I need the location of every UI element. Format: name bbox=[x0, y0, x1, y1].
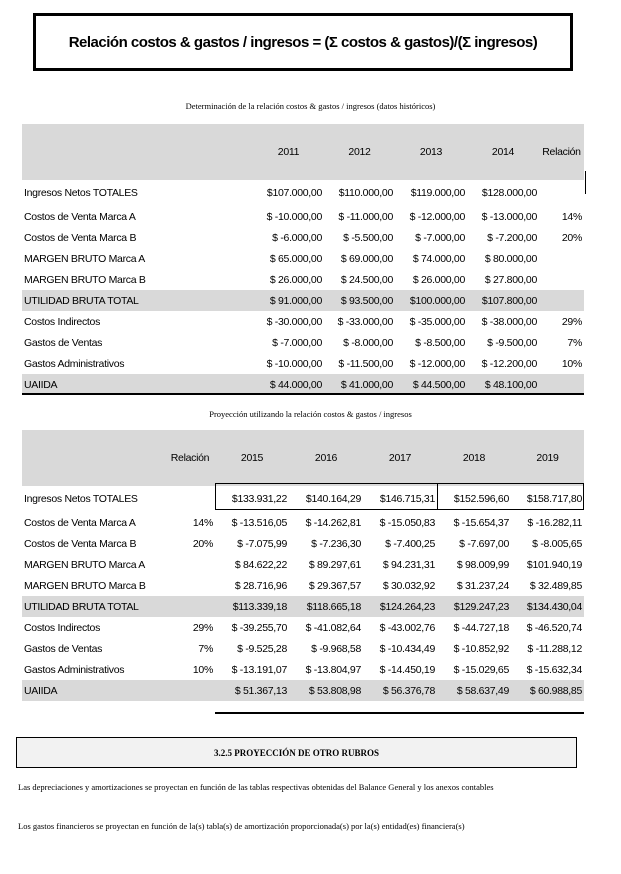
value-cell: $ -13.000,00 bbox=[481, 210, 537, 223]
value-cell: $ 44.000,00 bbox=[253, 374, 324, 395]
value-cell: $ 58.637,49 bbox=[437, 680, 511, 701]
value-cell: $ -46.520,74 bbox=[526, 621, 582, 634]
row-label: Costos de Venta Marca A bbox=[24, 516, 136, 529]
projection-bottom-rule bbox=[215, 712, 584, 714]
value-cell: $ -7.000,00 bbox=[272, 336, 322, 349]
value-cell: $124.264,23 bbox=[363, 596, 437, 617]
table-row bbox=[22, 290, 584, 311]
value-cell: $ 91.000,00 bbox=[253, 290, 324, 311]
table-row bbox=[22, 596, 584, 617]
value-cell: $ -16.282,11 bbox=[527, 516, 582, 529]
value-cell: $ 31.237,24 bbox=[456, 579, 509, 592]
relation-cell: 7% bbox=[198, 642, 213, 655]
value-cell: $ 32.489,85 bbox=[529, 579, 582, 592]
value-cell: $ 98.009,99 bbox=[456, 558, 509, 571]
value-cell: $140.164,29 bbox=[305, 493, 361, 505]
row-label: MARGEN BRUTO Marca A bbox=[24, 558, 145, 571]
table-row bbox=[22, 374, 584, 395]
relation-cell bbox=[165, 575, 215, 596]
column-header bbox=[22, 124, 253, 180]
column-header: 2018 bbox=[437, 430, 511, 486]
value-cell: $129.247,23 bbox=[437, 596, 511, 617]
document-title: Relación costos & gastos / ingresos = (Σ costos & gastos)/(Σ ingresos) bbox=[68, 33, 538, 51]
relation-cell: 7% bbox=[567, 336, 582, 349]
column-header: 2019 bbox=[511, 430, 584, 486]
row-label: MARGEN BRUTO Marca A bbox=[24, 252, 145, 265]
historic-table bbox=[22, 124, 584, 395]
value-cell: $ 53.808,98 bbox=[289, 680, 363, 701]
relation-cell bbox=[539, 269, 584, 290]
table-row bbox=[22, 180, 584, 206]
value-cell: $133.931,22 bbox=[231, 493, 287, 505]
row-label: Costos Indirectos bbox=[24, 315, 101, 328]
relation-cell: 10% bbox=[192, 663, 213, 676]
value-cell: $146.715,31 bbox=[379, 493, 435, 505]
value-cell: $ -15.632,34 bbox=[526, 663, 582, 676]
value-cell: $ -15.654,37 bbox=[453, 516, 509, 529]
row-label: UTILIDAD BRUTA TOTAL bbox=[22, 596, 165, 617]
row-label: UAIIDA bbox=[22, 374, 253, 395]
value-cell: $ -14.262,81 bbox=[305, 516, 361, 529]
value-cell: $ -8.500,00 bbox=[415, 336, 465, 349]
relation-cell bbox=[165, 554, 215, 575]
row-label: MARGEN BRUTO Marca B bbox=[24, 579, 146, 592]
column-header: 2014 bbox=[467, 124, 539, 180]
relation-cell bbox=[539, 290, 584, 311]
value-cell: $ -7.236,30 bbox=[311, 537, 361, 550]
value-cell: $ -11.000,00 bbox=[338, 210, 393, 223]
row-label: Gastos de Ventas bbox=[24, 336, 103, 349]
value-cell: $128.000,00 bbox=[481, 187, 537, 199]
value-cell: $ -35.000,00 bbox=[409, 315, 465, 328]
value-cell: $ -7.697,00 bbox=[459, 537, 509, 550]
value-cell: $ -8.005,65 bbox=[532, 537, 582, 550]
value-cell: $ 44.500,00 bbox=[395, 374, 467, 395]
row-label: Gastos Administrativos bbox=[24, 357, 125, 370]
historic-bottom-rule bbox=[22, 393, 584, 395]
row-label: Ingresos Netos TOTALES bbox=[24, 493, 138, 505]
section-heading-box bbox=[16, 737, 577, 768]
value-cell: $ -10.852,92 bbox=[453, 642, 509, 655]
value-cell: $ 94.231,31 bbox=[382, 558, 435, 571]
relation-cell bbox=[165, 596, 215, 617]
value-cell: $ -15.029,65 bbox=[453, 663, 509, 676]
table-row bbox=[22, 680, 584, 701]
column-header: 2013 bbox=[395, 124, 467, 180]
projection-table bbox=[22, 430, 584, 701]
value-cell: $113.339,18 bbox=[215, 596, 289, 617]
column-header: 2017 bbox=[363, 430, 437, 486]
value-cell: $ 80.000,00 bbox=[484, 252, 537, 265]
value-cell: $ 74.000,00 bbox=[412, 252, 465, 265]
relation-cell: 14% bbox=[561, 210, 582, 223]
value-cell: $ 29.367,57 bbox=[308, 579, 361, 592]
relation-cell bbox=[165, 486, 215, 512]
relation-cell bbox=[539, 248, 584, 269]
value-cell: $118.665,18 bbox=[289, 596, 363, 617]
relation-cell: 29% bbox=[561, 315, 582, 328]
value-cell: $107.800,00 bbox=[467, 290, 539, 311]
column-header: Relación bbox=[539, 124, 584, 180]
section-heading: 3.2.5 PROYECCIÓN DE OTRO RUBROS bbox=[213, 747, 379, 758]
value-cell: $ -33.000,00 bbox=[337, 315, 393, 328]
value-cell: $ -9.500,00 bbox=[487, 336, 537, 349]
value-cell: $ -10.000,00 bbox=[266, 357, 322, 370]
value-cell: $ -7.075,99 bbox=[237, 537, 287, 550]
relation-cell: 14% bbox=[192, 516, 213, 529]
value-cell: $ -9.968,58 bbox=[311, 642, 361, 655]
table-row bbox=[22, 332, 584, 353]
value-cell: $ -6.000,00 bbox=[272, 231, 322, 244]
table-row bbox=[22, 638, 584, 659]
relation-cell bbox=[539, 180, 584, 206]
value-cell: $ -11.500,00 bbox=[338, 357, 393, 370]
value-cell: $ 28.716,96 bbox=[234, 579, 287, 592]
row-label: MARGEN BRUTO Marca B bbox=[24, 273, 146, 286]
value-cell: $ -43.002,76 bbox=[379, 621, 435, 634]
row-label: Costos de Venta Marca B bbox=[24, 537, 137, 550]
table-row bbox=[22, 554, 584, 575]
row-label: Costos de Venta Marca A bbox=[24, 210, 136, 223]
value-cell: $ -15.050,83 bbox=[379, 516, 435, 529]
row-label: Costos de Venta Marca B bbox=[24, 231, 137, 244]
value-cell: $ -5.500,00 bbox=[343, 231, 393, 244]
paragraph-depreciation: Las depreciaciones y amortizaciones se proyectan en función de las tablas respectivas obtenidas del Balance General y los anexos contables bbox=[18, 782, 494, 792]
value-cell: $ 26.000,00 bbox=[412, 273, 465, 286]
value-cell: $ -38.000,00 bbox=[481, 315, 537, 328]
row-label: Ingresos Netos TOTALES bbox=[24, 187, 138, 199]
value-cell: $101.940,19 bbox=[526, 558, 582, 571]
value-cell: $ -14.450,19 bbox=[379, 663, 435, 676]
projection-header-row bbox=[22, 430, 584, 486]
relation-cell: 20% bbox=[561, 231, 582, 244]
value-cell: $ 24.500,00 bbox=[340, 273, 393, 286]
historic-caption: Determinación de la relación costos & gastos / ingresos (datos históricos) bbox=[185, 101, 436, 111]
value-cell: $100.000,00 bbox=[395, 290, 467, 311]
value-cell: $ -10.000,00 bbox=[266, 210, 322, 223]
value-cell: $ 41.000,00 bbox=[324, 374, 395, 395]
value-cell: $ 60.988,85 bbox=[511, 680, 584, 701]
table-row bbox=[22, 486, 584, 512]
value-cell: $ -10.434,49 bbox=[379, 642, 435, 655]
column-header: Relación bbox=[165, 430, 215, 486]
table-row bbox=[22, 617, 584, 638]
relation-cell: 20% bbox=[192, 537, 213, 550]
column-header: 2015 bbox=[215, 430, 289, 486]
table-row bbox=[22, 659, 584, 680]
table-row bbox=[22, 353, 584, 374]
table-row bbox=[22, 206, 584, 227]
table-row bbox=[22, 575, 584, 596]
table-row bbox=[22, 227, 584, 248]
column-header: 2011 bbox=[253, 124, 324, 180]
table-row bbox=[22, 512, 584, 533]
value-cell: $ -13.191,07 bbox=[231, 663, 287, 676]
relation-cell bbox=[539, 374, 584, 395]
value-cell: $ 56.376,78 bbox=[363, 680, 437, 701]
value-cell: $ -7.200,00 bbox=[487, 231, 537, 244]
value-cell: $ -12.000,00 bbox=[409, 210, 465, 223]
row-label: UAIIDA bbox=[22, 680, 165, 701]
value-cell: $ -13.516,05 bbox=[231, 516, 287, 529]
relation-cell: 29% bbox=[192, 621, 213, 634]
value-cell: $ -8.000,00 bbox=[343, 336, 393, 349]
value-cell: $107.000,00 bbox=[266, 187, 322, 199]
projection-caption: Proyección utilizando la relación costos & gastos / ingresos bbox=[209, 409, 412, 419]
value-cell: $ 93.500,00 bbox=[324, 290, 395, 311]
value-cell: $ 84.622,22 bbox=[234, 558, 287, 571]
value-cell: $ 30.032,92 bbox=[382, 579, 435, 592]
value-cell: $119.000,00 bbox=[410, 187, 465, 199]
paragraph-financial-costs: Los gastos financieros se proyectan en función de la(s) tabla(s) de amortización proporcionada(s) por la(s) entidad(es) financiera(s) bbox=[18, 821, 465, 831]
value-cell: $ 89.297,61 bbox=[308, 558, 361, 571]
value-cell: $ 65.000,00 bbox=[269, 252, 322, 265]
row-label: Gastos Administrativos bbox=[24, 663, 125, 676]
relation-cell: 10% bbox=[561, 357, 582, 370]
value-cell: $ -13.804,97 bbox=[305, 663, 361, 676]
row-label: UTILIDAD BRUTA TOTAL bbox=[22, 290, 253, 311]
value-cell: $ -11.288,12 bbox=[527, 642, 582, 655]
table-row bbox=[22, 533, 584, 554]
value-cell: $ -9.525,28 bbox=[237, 642, 287, 655]
value-cell: $ 48.100,00 bbox=[467, 374, 539, 395]
column-header: 2012 bbox=[324, 124, 395, 180]
document-title-box bbox=[33, 13, 573, 71]
table-row bbox=[22, 248, 584, 269]
value-cell: $ -44.727,18 bbox=[453, 621, 509, 634]
value-cell: $110.000,00 bbox=[338, 187, 393, 199]
relation-cell bbox=[165, 680, 215, 701]
historic-header-row bbox=[22, 124, 584, 180]
value-cell: $ -41.082,64 bbox=[305, 621, 361, 634]
value-cell: $ 26.000,00 bbox=[269, 273, 322, 286]
value-cell: $ -39.255,70 bbox=[231, 621, 287, 634]
value-cell: $158.717,80 bbox=[526, 493, 582, 505]
value-cell: $ 27.800,00 bbox=[484, 273, 537, 286]
value-cell: $ -7.000,00 bbox=[415, 231, 465, 244]
column-header: 2016 bbox=[289, 430, 363, 486]
value-cell: $ -12.200,00 bbox=[481, 357, 537, 370]
table-row bbox=[22, 269, 584, 290]
row-label: Gastos de Ventas bbox=[24, 642, 103, 655]
column-header bbox=[22, 430, 165, 486]
value-cell: $ -7.400,25 bbox=[385, 537, 435, 550]
value-cell: $ 51.367,13 bbox=[215, 680, 289, 701]
value-cell: $ -12.000,00 bbox=[409, 357, 465, 370]
value-cell: $ 69.000,00 bbox=[340, 252, 393, 265]
value-cell: $152.596,60 bbox=[453, 493, 509, 505]
row-label: Costos Indirectos bbox=[24, 621, 101, 634]
value-cell: $134.430,04 bbox=[511, 596, 584, 617]
table-row bbox=[22, 311, 584, 332]
value-cell: $ -30.000,00 bbox=[266, 315, 322, 328]
